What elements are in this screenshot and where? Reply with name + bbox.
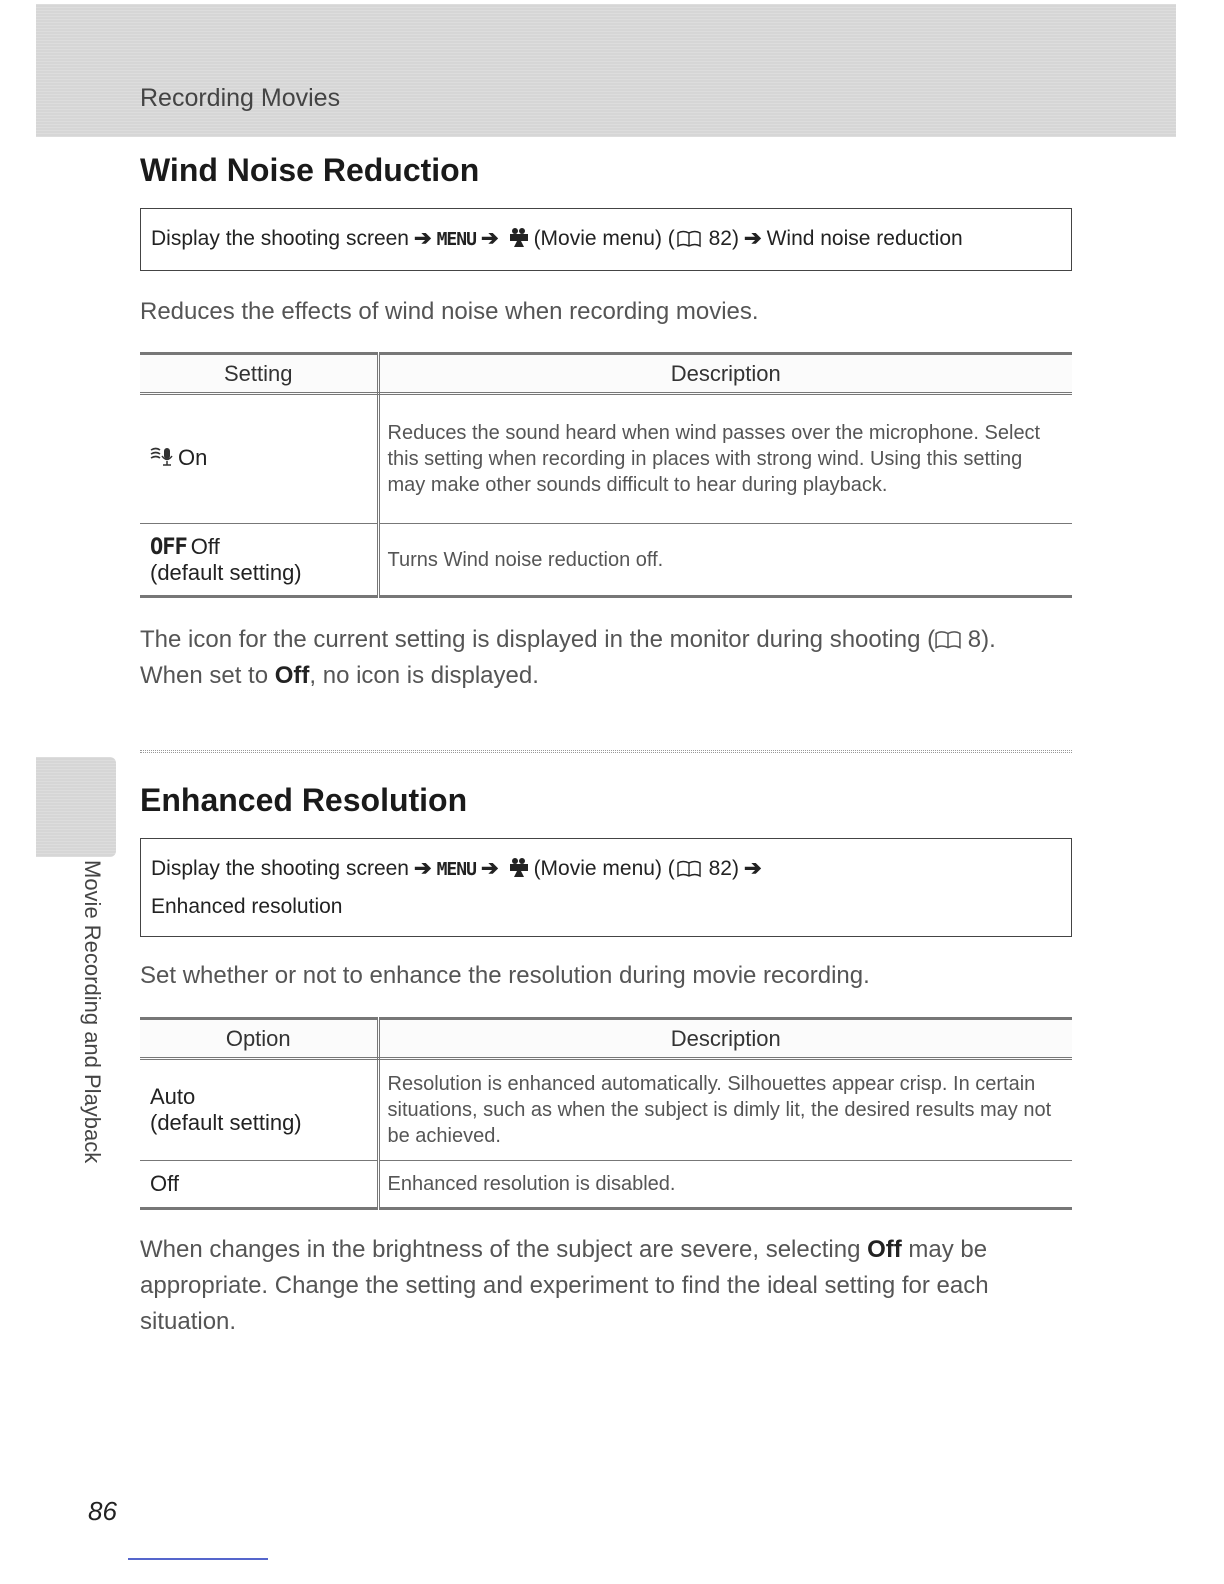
nav-menu-name: (Movie menu) ( — [533, 227, 675, 250]
col-description-header: Description — [378, 1019, 1072, 1059]
nav-page-ref: 82) — [708, 857, 739, 880]
arrow-right-icon: ➔ — [413, 857, 432, 880]
setting-cell — [140, 394, 378, 524]
table-header-row — [140, 354, 1072, 394]
book-icon — [677, 854, 701, 889]
enhanced-intro: Set whether or not to enhance the resolution during movie recording. — [140, 962, 870, 989]
arrow-right-icon: ➔ — [743, 227, 762, 250]
description-cell: Turns Wind noise reduction off. — [378, 524, 1072, 597]
note-ref: 8). — [967, 626, 996, 653]
wind-nav-path — [140, 208, 1072, 271]
arrow-right-icon: ➔ — [413, 227, 432, 250]
col-option-header: Option — [140, 1019, 378, 1059]
option-cell: Off — [140, 1161, 378, 1209]
nav-target: Enhanced resolution — [151, 895, 343, 918]
wind-note — [140, 622, 1080, 694]
menu-button-glyph: MENU — [436, 229, 476, 250]
side-chapter-label: Movie Recording and Playback — [80, 860, 105, 1164]
description-cell: Reduces the sound heard when wind passes over the microphone. Select this setting when recording in places with strong wind. Using this setting may make other sounds difficult to hear during playback. — [378, 394, 1072, 524]
book-icon — [935, 626, 961, 653]
wind-intro: Reduces the effects of wind noise when recording movies. — [140, 298, 759, 325]
enhanced-nav-path — [140, 838, 1072, 937]
enhanced-note — [140, 1232, 1060, 1340]
movie-camera-icon — [508, 223, 530, 258]
side-chapter-tab — [36, 757, 116, 857]
nav-menu-name: (Movie menu) ( — [533, 857, 675, 880]
table-row — [140, 524, 1072, 597]
note-bold: Off — [867, 1236, 902, 1263]
header-section-label: Recording Movies — [140, 84, 341, 112]
table-header-row — [140, 1019, 1072, 1059]
table-row — [140, 1161, 1072, 1209]
description-cell: Enhanced resolution is disabled. — [378, 1161, 1072, 1209]
arrow-right-icon: ➔ — [480, 227, 499, 250]
description-cell: Resolution is enhanced automatically. Silhouettes appear crisp. In certain situations, such as when the subject is dimly lit, the desired results may not be achieved. — [378, 1059, 1072, 1161]
col-setting-header: Setting — [140, 354, 378, 394]
setting-cell — [140, 524, 378, 597]
movie-camera-icon — [508, 853, 530, 888]
note-bold: Off — [274, 662, 310, 689]
book-icon — [677, 224, 701, 259]
setting-label: Off — [190, 533, 220, 559]
note-text: When changes in the brightness of the subject are severe, selecting — [140, 1236, 868, 1263]
enhanced-section-title: Enhanced Resolution — [140, 782, 468, 818]
off-glyph: OFF — [150, 534, 187, 560]
wind-noise-icon — [150, 444, 174, 474]
col-description-header: Description — [378, 354, 1072, 394]
option-label: Auto — [150, 1084, 196, 1109]
table-row — [140, 394, 1072, 524]
note-text: When set to — [140, 662, 275, 689]
option-cell — [140, 1059, 378, 1161]
header-band — [36, 4, 1176, 137]
table-row — [140, 1059, 1072, 1161]
enhanced-options-table — [140, 1017, 1072, 1210]
page-number: 86 — [88, 1496, 117, 1526]
note-text: may be appropriate. Change the setting and experiment to find the ideal setting for each situation. — [140, 1236, 989, 1335]
arrow-right-icon: ➔ — [743, 857, 762, 880]
arrow-right-icon: ➔ — [480, 857, 499, 880]
page-link-rule — [128, 1558, 268, 1560]
default-note: (default setting) — [150, 1110, 302, 1135]
note-text: The icon for the current setting is displayed in the monitor during shooting ( — [140, 626, 936, 653]
note-text: , no icon is displayed. — [309, 662, 539, 689]
menu-button-glyph: MENU — [436, 859, 476, 880]
nav-page-ref: 82) — [708, 227, 739, 250]
wind-settings-table — [140, 352, 1072, 598]
nav-target: Wind noise reduction — [766, 227, 963, 250]
nav-lead-text: Display the shooting screen — [151, 857, 409, 880]
wind-section-title: Wind Noise Reduction — [140, 152, 480, 188]
section-divider — [140, 750, 1072, 753]
default-note: (default setting) — [150, 559, 302, 585]
nav-lead-text: Display the shooting screen — [151, 227, 409, 250]
setting-label: On — [178, 444, 208, 470]
